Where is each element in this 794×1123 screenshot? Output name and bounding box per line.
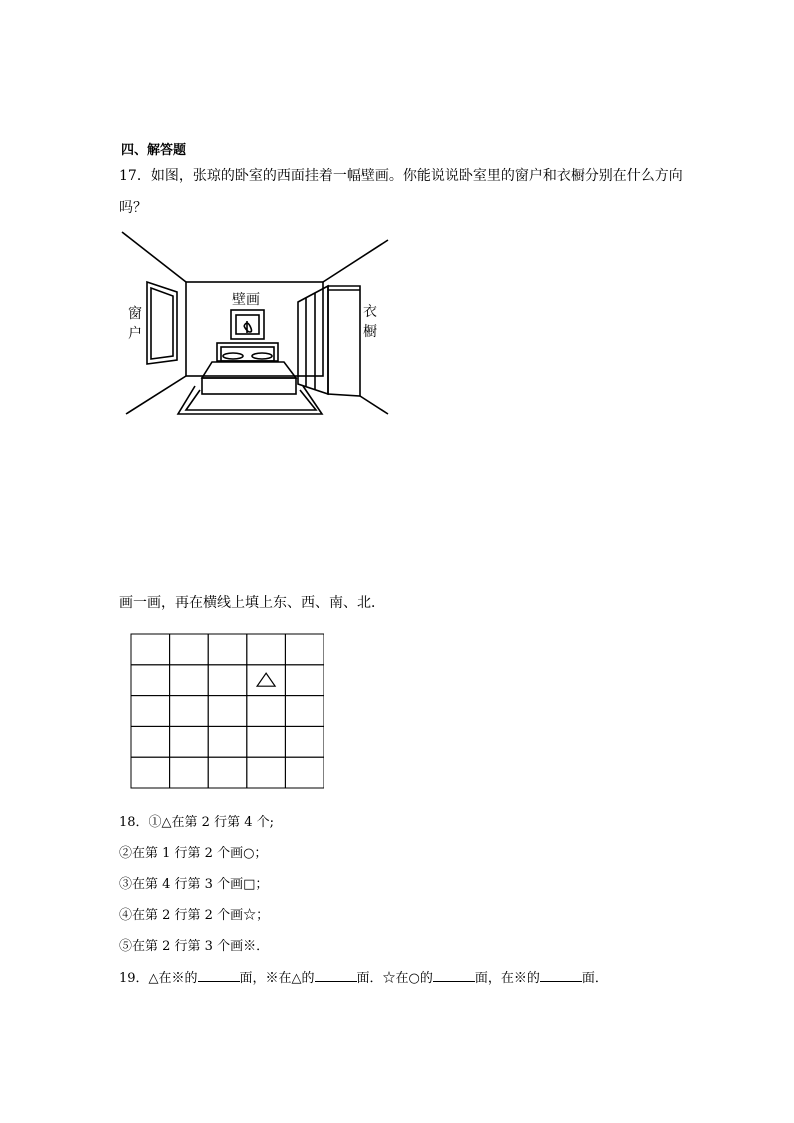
grid-cell[interactable] (285, 634, 324, 665)
q19-part-5: 面． (581, 971, 608, 986)
question-19 (119, 967, 608, 986)
grid-cell[interactable] (208, 726, 247, 757)
grid-cell[interactable] (285, 665, 324, 696)
q19-part-2: 面，※在△的 (239, 971, 315, 986)
grid-cell[interactable] (170, 665, 209, 696)
answer-blank-1[interactable] (198, 970, 240, 982)
grid-cell[interactable] (170, 696, 209, 727)
bed-drawing (178, 343, 322, 414)
grid-cell[interactable] (247, 696, 286, 727)
q19-part-1: 19．△在※的 (119, 971, 198, 986)
question-17-text: 17．如图，张琼的卧室的西面挂着一幅壁画。你能说说卧室里的窗户和衣橱分别在什么方向 (119, 168, 683, 184)
closet-drawing (298, 286, 360, 396)
window-label-2: 户 (128, 326, 142, 342)
grid-cell[interactable] (208, 634, 247, 665)
grid-cell[interactable] (208, 665, 247, 696)
mural-label: 壁画 (232, 292, 260, 308)
q18-line-2: ②在第 1 行第 2 个画○； (119, 846, 268, 861)
question-17-text-cont: 吗？ (119, 200, 147, 216)
mural-drawing (231, 310, 264, 339)
q19-part-3: 面．☆在○的 (356, 971, 433, 986)
draw-instruction: 画一画，再在横线上填上东、西、南、北． (119, 595, 385, 611)
grid-cell[interactable] (170, 726, 209, 757)
answer-blank-4[interactable] (540, 970, 582, 982)
window-drawing (147, 282, 177, 364)
q18-line-4: ④在第 2 行第 2 个画☆； (119, 908, 270, 923)
answer-blank-2[interactable] (315, 970, 357, 982)
grid-cell[interactable] (131, 726, 170, 757)
position-grid (130, 633, 324, 789)
grid-cell[interactable] (208, 757, 247, 788)
grid-cell[interactable] (170, 757, 209, 788)
grid-cell[interactable] (247, 665, 286, 696)
triangle-icon (257, 673, 275, 686)
grid-cell[interactable] (131, 665, 170, 696)
grid-cell[interactable] (285, 726, 324, 757)
answer-blank-3[interactable] (433, 970, 475, 982)
closet-label-2: 橱 (363, 324, 377, 340)
grid-cell[interactable] (285, 757, 324, 788)
section-title: 四、解答题 (121, 143, 187, 158)
q18-line-3: ③在第 4 行第 3 个画□； (119, 877, 269, 892)
q19-part-4: 面，在※的 (474, 971, 540, 986)
grid-cell[interactable] (131, 696, 170, 727)
bedroom-illustration (120, 228, 392, 420)
grid-cell[interactable] (285, 696, 324, 727)
grid-cell[interactable] (247, 726, 286, 757)
grid-cell[interactable] (208, 696, 247, 727)
grid-cell[interactable] (247, 757, 286, 788)
closet-label-1: 衣 (363, 304, 377, 320)
q18-line-1: 18．①△在第 2 行第 4 个; (119, 815, 274, 830)
grid-cell[interactable] (131, 757, 170, 788)
q18-line-5: ⑤在第 2 行第 3 个画※． (119, 939, 270, 954)
grid-cell[interactable] (247, 634, 286, 665)
grid-cell[interactable] (170, 634, 209, 665)
window-label-1: 窗 (128, 306, 142, 322)
grid-cell[interactable] (131, 634, 170, 665)
